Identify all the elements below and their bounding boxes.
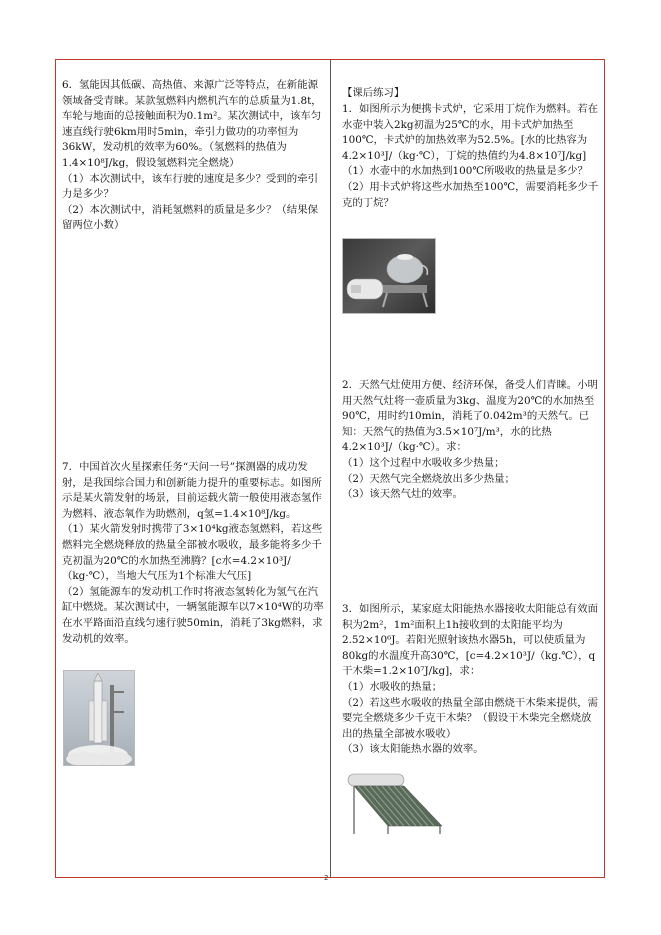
exercise-header: 【课后练习】 <box>342 87 405 99</box>
question-6: 6．氢能因其低碳、高热值、来源广泛等特点，在新能源领域备受青睐。某款氢燃料内燃机汽车的总质量为1.8t，车轮与地面的总接触面积为0.1m²。某次测试中，该车匀速直线行驶6km用时5min，牵引力做功的功率恒为36kW，发动机的效率为60%。（氢燃料的热值为1.4×10⁸J/kg，假设氢燃料完全燃烧） （1）本次测试中，该车行驶的速度是多少？受到的牵引力是多少？ （2）本次测试中，消耗氢燃料的质量是多少？（结果保留两位小数） <box>62 79 322 232</box>
solar-heater-icon <box>344 770 446 838</box>
column-divider <box>330 60 331 877</box>
rocket-launch-image <box>63 670 135 766</box>
question-1: 1．如图所示为便携卡式炉，它采用丁烷作为燃料。若在水壶中装入2kg初温为25℃的水，用卡式炉加热至100℃，卡式炉的加热效率为52.5%。[水的比热容为4.2×10³J/（kg·℃），丁烷的热值约为4.8×10⁷J/kg] （1）水壶中的水加热到100℃所吸收的热量是多少？ （2）用卡式炉将这些水加热至100℃，需要消耗多少千克的丁烷？ <box>342 103 599 209</box>
cassette-stove-image <box>342 238 436 314</box>
page-number: 2 <box>324 874 329 882</box>
solar-water-heater-image <box>344 770 446 838</box>
question-2: 2．天然气灶使用方便、经济环保，备受人们青睐。小明用天然气灶将一壶质量为3kg、温度为20℃的水加热至90℃，用时约10min，消耗了0.042m³的天然气。已知：天然气的热值为3.5×10⁷J/m³，水的比热4.2×10³J/（kg·℃）。求： （1）这个过程中水吸收多少热量； （2）天然气完全燃烧放出多少热量； （3）该天然气灶的效率。 <box>342 379 598 501</box>
rocket-icon <box>64 671 134 765</box>
stove-icon <box>343 239 435 313</box>
question-7: 7．中国首次火星探索任务“天问一号”探测器的成功发射，是我国综合国力和创新能力提升的重要标志。如图所示是某火箭发射的场景，目前运载火箭一般使用液态氢作为燃料、液态氧作为助燃剂，q氢=1.4×10⁸J/kg。 （1）某火箭发射时携带了3×10⁴kg液态氢燃料，若这些燃料完全燃烧释放的热量全部被水吸收，最多能将多少千克初温为20℃的水加热至沸腾？[c水=4.2×10³J/（kg·℃），当地大气压为1个标准大气压] （2）氢能源车的发动机工作时将液态氢转化为氢气在汽缸中燃烧。某次测试中，一辆氢能源车以7×10⁴W的功率在水平路面沿直线匀速行驶50min，消耗了3kg燃料，求发动机的效率。 <box>62 461 324 645</box>
question-3: 3．如图所示，某家庭太阳能热水器接收太阳能总有效面积为2m²，1m²面积上1h接收到的太阳能平均为2.52×10⁶J。若阳光照射该热水器5h，可以使质量为80kg的水温度升高30℃，[c=4.2×10³J/（kg.℃），q干木柴=1.2×10⁷J/kg]，求： （1）水吸收的热量； （2）若这些水吸收的热量全部由燃烧干木柴来提供，需要完全燃烧多少千克干木柴？（假设干木柴完全燃烧放出的热量全部被水吸收） （3）该太阳能热水器的效率。 <box>342 603 598 756</box>
